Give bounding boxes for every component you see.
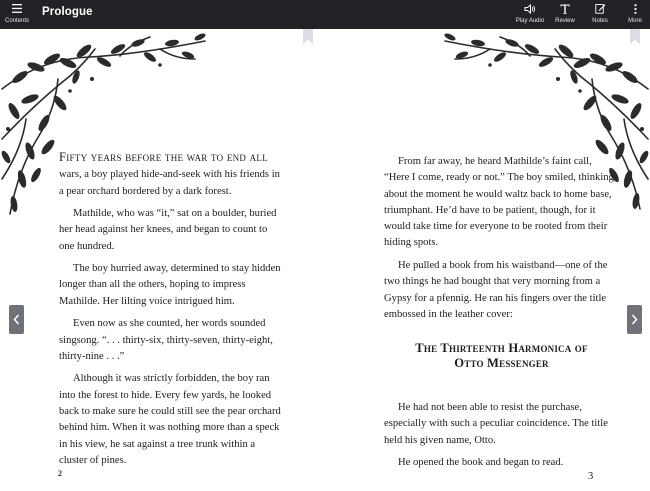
contents-label: Contents (4, 18, 29, 24)
text-icon (560, 0, 570, 17)
more-vertical-icon (634, 0, 637, 17)
review-button[interactable] (552, 0, 578, 29)
right-page-text (384, 154, 619, 478)
next-page-button[interactable] (627, 305, 642, 334)
book-title-line-1: The Thirteenth Harmonica of (415, 341, 588, 356)
contents-button[interactable] (4, 0, 30, 29)
opening-rest: wars, a boy played hide-and-seek with his friends in a pear orchard bordered by a dark forest. (59, 169, 280, 197)
paragraph: He pulled a book from his waistband—one of the two things he had bought that very morning from a Gypsy for a pfennig. He ran his fingers over the title embossed in the leather cover: (384, 259, 608, 320)
paragraph: From far away, he heard Mathilde’s faint call, “Here I come, ready or not.” The boy smiled, thinking about the moment he would waltz back to home base, triumphant. He’d have to be patient, though, for it would take time for everyone to be rooted from their hiding spots. (384, 156, 614, 249)
right-page (325, 29, 650, 491)
opening-paragraph (59, 149, 284, 200)
page-number-right: 3 (588, 471, 594, 482)
notes-button[interactable] (588, 0, 612, 29)
chevron-left-icon (13, 314, 20, 325)
left-page (0, 29, 325, 491)
menu-icon (12, 0, 22, 17)
book-title-line-2: Otto Messenger (454, 355, 549, 370)
play-audio-label: Play Audio (515, 18, 545, 24)
chevron-right-icon (631, 314, 638, 325)
previous-page-button[interactable] (9, 305, 24, 334)
review-label: Review (555, 18, 575, 24)
paragraph: Mathilde, who was “it,” sat on a boulder, buried her head against her knees, and began to count to one hundred. (59, 208, 277, 252)
paragraph: Although it was strictly forbidden, the boy ran into the forest to hide. Every few yards, he looked back to make sure he could still see the pear orchard behind him. When it was nothing more than a speck in his view, he sat against a tree trunk within a cluster of pines. (59, 373, 281, 466)
paragraph: He had not been able to resist the purchase, especially with such a peculiar coincidence. The title held his given name, Otto. (384, 402, 608, 446)
paragraph: Even now as she counted, her words sounded singsong. “. . . thirty-six, thirty-seven, thirty-eight, thirty-nine . . .” (59, 318, 273, 362)
more-label: More (628, 18, 642, 24)
embossed-book-title (384, 341, 619, 370)
speaker-icon (524, 0, 536, 17)
paragraph: He opened the book and began to read. (398, 457, 564, 469)
more-button[interactable] (623, 0, 647, 29)
notes-label: Notes (592, 18, 608, 24)
note-edit-icon (595, 0, 606, 17)
play-audio-button[interactable] (512, 0, 548, 29)
opening-lead: Fifty years before the war to end all (59, 150, 269, 164)
page-number-left: 2 (58, 469, 62, 478)
bookmark-ribbon[interactable] (303, 29, 313, 44)
paragraph: The boy hurried away, determined to stay hidden longer than all the others, hoping to impress Mathilde. Her lilting voice intrigued him. (59, 263, 281, 307)
chapter-title: Prologue (42, 6, 93, 18)
top-toolbar (0, 0, 650, 29)
left-page-text (59, 149, 284, 475)
